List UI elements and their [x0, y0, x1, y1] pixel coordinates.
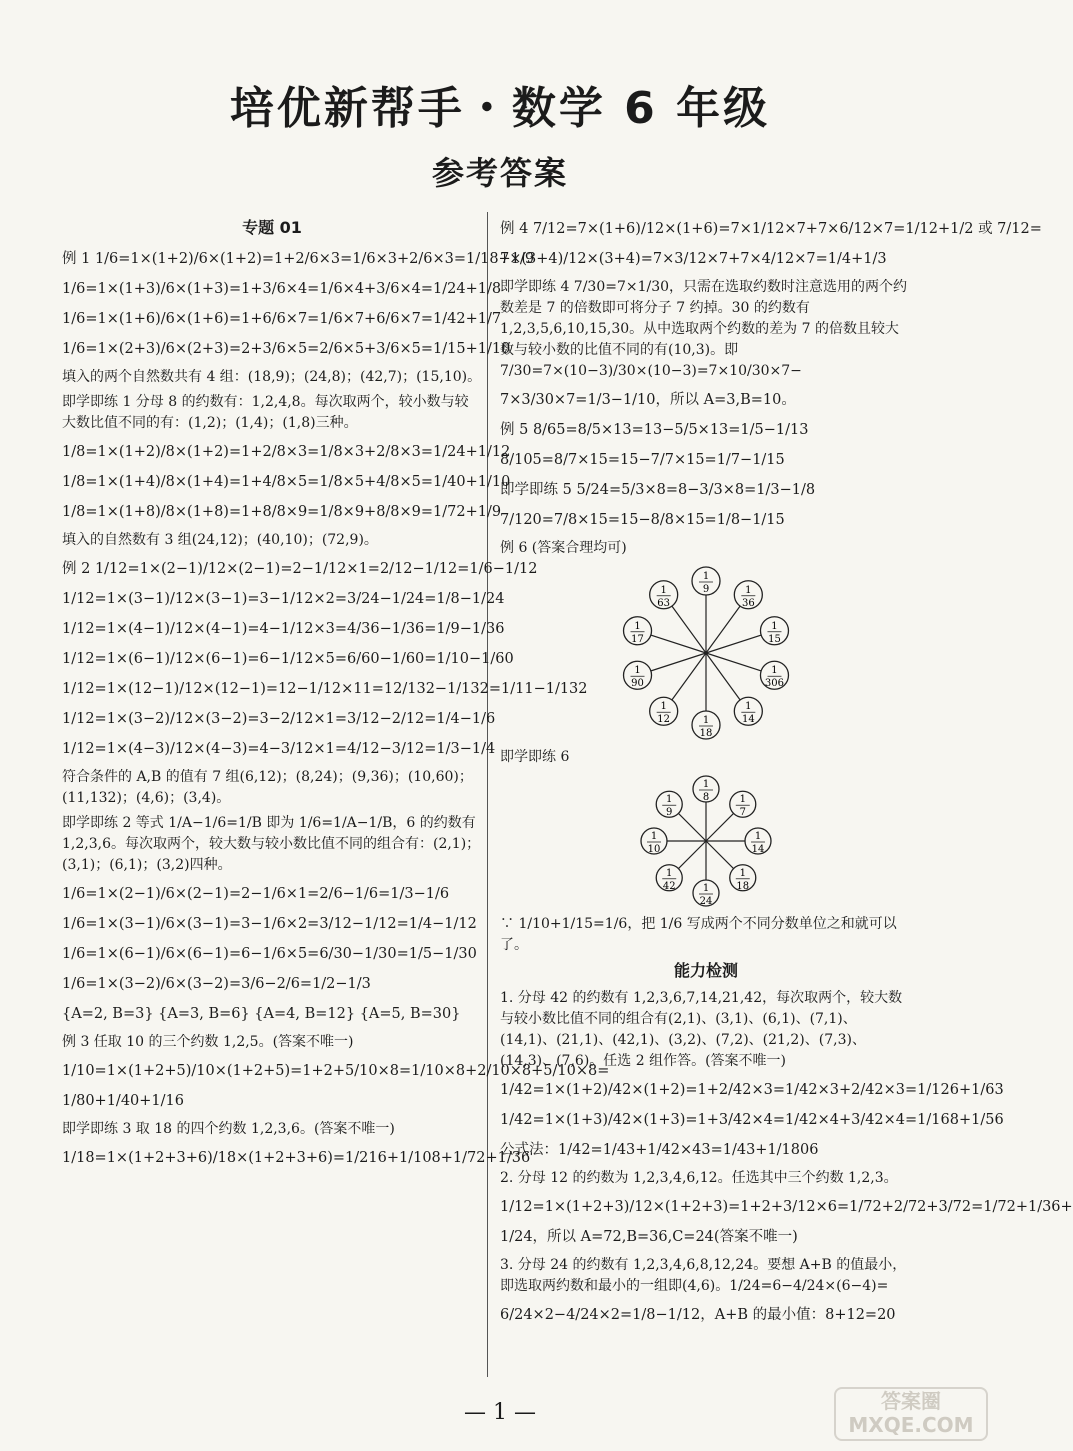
answer-line: 1/12=1×(12−1)/12×(12−1)=12−1/12×11=12/132−1/132=1/11−1/132	[62, 680, 588, 697]
wheel-fraction: 24	[699, 896, 713, 907]
wheel-fraction: 1	[745, 701, 752, 713]
page-title: 培优新帮手・数学 6 年级	[229, 83, 771, 134]
wheel-fraction: 1	[739, 794, 746, 806]
wheel-fraction: 1	[666, 794, 673, 806]
answer-line: 1/12=1×(6−1)/12×(6−1)=6−1/12×5=6/60−1/60=1/10−1/60	[62, 650, 514, 667]
wheel-fraction: 1	[660, 701, 667, 713]
answer-line: 7/120=7/8×15=15−8/8×15=1/8−1/15	[500, 512, 785, 529]
wheel-fraction: 17	[631, 633, 644, 645]
wheel-fraction: 1	[754, 831, 762, 842]
wheel-fraction: 15	[768, 633, 781, 645]
wheel-fraction: 1	[739, 867, 746, 879]
answer-text: 1. 分母 42 的约数有 1,2,3,6,7,14,21,42，每次取两个，较大数与较小数比值不同的组合有(2,1)、(3,1)、(6,1)、(7,1)、(14,1)、(21,1)、(42,1)、(3,2)、(7,2)、(21,2)、(7,3)、(14,3)、(7,6)。任选 2 组作答。(答案不唯一)	[500, 989, 903, 1069]
answer-line: 1/6=1×(3−2)/6×(3−2)=3/6−2/6=1/2−1/3	[62, 975, 371, 992]
answer-line: 6/24×2−4/24×2=1/8−1/12，A+B 的最小值：8+12=20	[500, 1306, 896, 1323]
wheel-fraction: 12	[657, 714, 671, 726]
answer-line: 例 1 1/6=1×(1+2)/6×(1+2)=1+2/6×3=1/6×3+2/6×3=1/18+1/9	[62, 250, 535, 267]
wheel-fraction: 90	[631, 678, 644, 690]
answer-line: 1/6=1×(3−1)/6×(3−1)=3−1/6×2=3/12−1/12=1/4−1/12	[62, 915, 477, 932]
answer-line: 1/80+1/40+1/16	[62, 1092, 184, 1109]
wheel-fraction: 42	[662, 880, 676, 892]
wheel-fraction: 1	[650, 831, 658, 842]
answer-line: 1/8=1×(1+4)/8×(1+4)=1+4/8×5=1/8×5+4/8×5=1/40+1/10	[62, 473, 511, 490]
answer-text: 即学即练 3 取 18 的四个约数 1,2,3,6。(答案不唯一)	[62, 1120, 395, 1137]
wheel-fraction: 18	[736, 880, 750, 892]
answer-line: 1/8=1×(1+2)/8×(1+2)=1+2/8×3=1/8×3+2/8×3=1/24+1/12	[62, 443, 511, 460]
answer-line: 1/6=1×(6−1)/6×(6−1)=6−1/6×5=6/30−1/30=1/5−1/30	[62, 945, 477, 962]
answer-text: 即学即练 2 等式 1/A−1/6=1/B 即为 1/6=1/A−1/B，6 的约数有 1,2,3,6。每次取两个，较大数与较小数比值不同的组合有：(2,1)；(3,1)；(6,1)；(3,2)四种。	[62, 814, 481, 873]
wheel-fraction: 14	[751, 844, 765, 855]
fraction-wheel-diagram	[626, 772, 786, 910]
answer-text: 2. 分母 12 的约数为 1,2,3,4,6,12。任选其中三个约数 1,2,3。	[500, 1169, 898, 1186]
answer-line: 1/12=1×(1+2+3)/12×(1+2+3)=1+2+3/12×6=1/72+2/72+3/72=1/72+1/36+	[500, 1198, 1073, 1215]
answer-line: 1/42=1×(1+2)/42×(1+2)=1+2/42×3=1/42×3+2/42×3=1/126+1/63	[500, 1081, 1004, 1098]
wheel-fraction: 18	[699, 728, 713, 739]
wheel-fraction: 9	[666, 807, 673, 819]
wheel-fraction: 1	[702, 571, 710, 582]
section-heading: 专题 01	[242, 218, 302, 237]
wheel-fraction: 1	[660, 584, 667, 596]
answer-line: 1/24，所以 A=72,B=36,C=24(答案不唯一)	[500, 1228, 798, 1245]
answer-line: 7×(3+4)/12×(3+4)=7×3/12×7+7×4/12×7=1/4+1/3	[500, 251, 887, 268]
answer-line: 例 2 1/12=1×(2−1)/12×(2−1)=2−1/12×1=2/12−1/12=1/6−1/12	[62, 560, 538, 577]
answer-line: 8/105=8/7×15=15−7/7×15=1/7−1/15	[500, 452, 785, 469]
answer-line: 1/6=1×(2−1)/6×(2−1)=2−1/6×1=2/6−1/6=1/3−1/6	[62, 885, 450, 902]
answer-line: 1/12=1×(4−1)/12×(4−1)=4−1/12×3=4/36−1/36=1/9−1/36	[62, 620, 505, 637]
wheel-fraction: 8	[702, 792, 710, 803]
wheel-fraction: 1	[702, 715, 710, 726]
wheel-fraction: 1	[702, 779, 710, 790]
answer-line: 1/8=1×(1+8)/8×(1+8)=1+8/8×9=1/8×9+8/8×9=1/72+1/9	[62, 503, 502, 520]
answer-text: 即学即练 4 7/30=7×1/30，只需在选取约数时注意选用的两个约数差是 7 的倍数即可将分子 7 约掉。30 的约数有 1,2,3,5,6,10,15,30。从中选取两个约数的差为 7 的倍数且较大数与较小数的比值不同的有(10,3)。即 7/30=7×(10−3)/30×(10−3)=7×10/30×7−	[500, 279, 908, 379]
column-divider	[487, 212, 488, 1377]
wheel-fraction: 10	[647, 844, 661, 855]
answer-line: 例 5 8/65=8/5×13=13−5/5×13=1/5−1/13	[500, 422, 809, 439]
answer-line: 公式法：1/42=1/43+1/42×43=1/43+1/1806	[500, 1141, 819, 1158]
fraction-wheel-diagram	[606, 563, 806, 743]
answer-text: 例 6 (答案合理均可)	[500, 540, 627, 556]
answer-line: 例 4 7/12=7×(1+6)/12×(1+6)=7×1/12×7+7×6/12×7=1/12+1/2 或 7/12=	[500, 221, 1042, 238]
answer-line: {A=2, B=3} {A=3, B=6} {A=4, B=12} {A=5, B=30}	[62, 1005, 461, 1022]
answer-line: 1/6=1×(1+6)/6×(1+6)=1+6/6×7=1/6×7+6/6×7=1/42+1/7	[62, 310, 502, 327]
answer-line: 1/6=1×(2+3)/6×(2+3)=2+3/6×5=2/6×5+3/6×5=1/15+1/10	[62, 340, 511, 357]
wheel-fraction: 36	[741, 597, 755, 609]
wheel-fraction: 1	[634, 665, 641, 677]
wheel-fraction: 1	[745, 584, 752, 596]
wheel-fraction: 1	[771, 620, 778, 632]
wheel-fraction: 306	[764, 678, 785, 690]
answer-line: 1/12=1×(3−2)/12×(3−2)=3−2/12×1=3/12−2/12=1/4−1/6	[62, 710, 496, 727]
page-number: — 1 —	[464, 1400, 536, 1425]
answer-text: ∵ 1/10+1/15=1/6，把 1/6 写成两个不同分数单位之和就可以了。	[500, 916, 897, 953]
section-heading: 能力检测	[673, 961, 738, 980]
answer-line: 1/12=1×(3−1)/12×(3−1)=3−1/12×2=3/24−1/24=1/8−1/24	[62, 590, 505, 607]
answer-line: 1/42=1×(1+3)/42×(1+3)=1+3/42×4=1/42×4+3/42×4=1/168+1/56	[500, 1111, 1004, 1128]
answer-text: 填入的两个自然数共有 4 组：(18,9)；(24,8)；(42,7)；(15,10)。	[62, 368, 482, 385]
answer-text: 例 3 任取 10 的三个约数 1,2,5。(答案不唯一)	[62, 1033, 354, 1050]
wheel-fraction: 1	[702, 883, 710, 894]
watermark-logo	[834, 1387, 988, 1441]
answer-text: 即学即练 1 分母 8 的约数有：1,2,4,8。每次取两个，较小数与较大数比值不同的有：(1,2)；(1,4)；(1,8)三种。	[62, 393, 469, 431]
wheel-fraction: 14	[741, 714, 755, 726]
wheel-fraction: 9	[702, 584, 710, 595]
answer-line: 1/12=1×(4−3)/12×(4−3)=4−3/12×1=4/12−3/12=1/3−1/4	[62, 740, 496, 757]
watermark-text: 答案圈	[881, 1389, 941, 1413]
answer-text: 填入的自然数有 3 组(24,12)；(40,10)；(72,9)。	[62, 531, 378, 548]
watermark-text: MXQE.COM	[848, 1413, 974, 1437]
answer-line: 1/10=1×(1+2+5)/10×(1+2+5)=1+2+5/10×8=1/10×8+2/10×8+5/10×8=	[62, 1062, 610, 1079]
answer-line: 1/6=1×(1+3)/6×(1+3)=1+3/6×4=1/6×4+3/6×4=1/24+1/8	[62, 280, 502, 297]
answer-line: 1/18=1×(1+2+3+6)/18×(1+2+3+6)=1/216+1/108+1/72+1/36	[62, 1149, 531, 1166]
answer-text: 符合条件的 A,B 的值有 7 组(6,12)；(8,24)；(9,36)；(10,60)；(11,132)；(4,6)；(3,4)。	[62, 768, 473, 806]
wheel-fraction: 1	[666, 867, 673, 879]
right-column	[500, 215, 1073, 1331]
practice-label: 即学即练 6	[500, 749, 570, 765]
wheel-fraction: 1	[771, 665, 778, 677]
page-subtitle: 参考答案	[431, 154, 568, 192]
answer-line: 7×3/30×7=1/3−1/10，所以 A=3,B=10。	[500, 392, 796, 409]
answer-line: 即学即练 5 5/24=5/3×8=8−3/3×8=1/3−1/8	[500, 482, 816, 499]
wheel-fraction: 63	[657, 597, 671, 609]
answer-text: 3. 分母 24 的约数有 1,2,3,4,6,8,12,24。要想 A+B 的值最小，即选取两约数和最小的一组即(4,6)。1/24=6−4/24×(6−4)=	[500, 1256, 907, 1294]
wheel-fraction: 7	[739, 807, 746, 819]
wheel-fraction: 1	[634, 620, 641, 632]
